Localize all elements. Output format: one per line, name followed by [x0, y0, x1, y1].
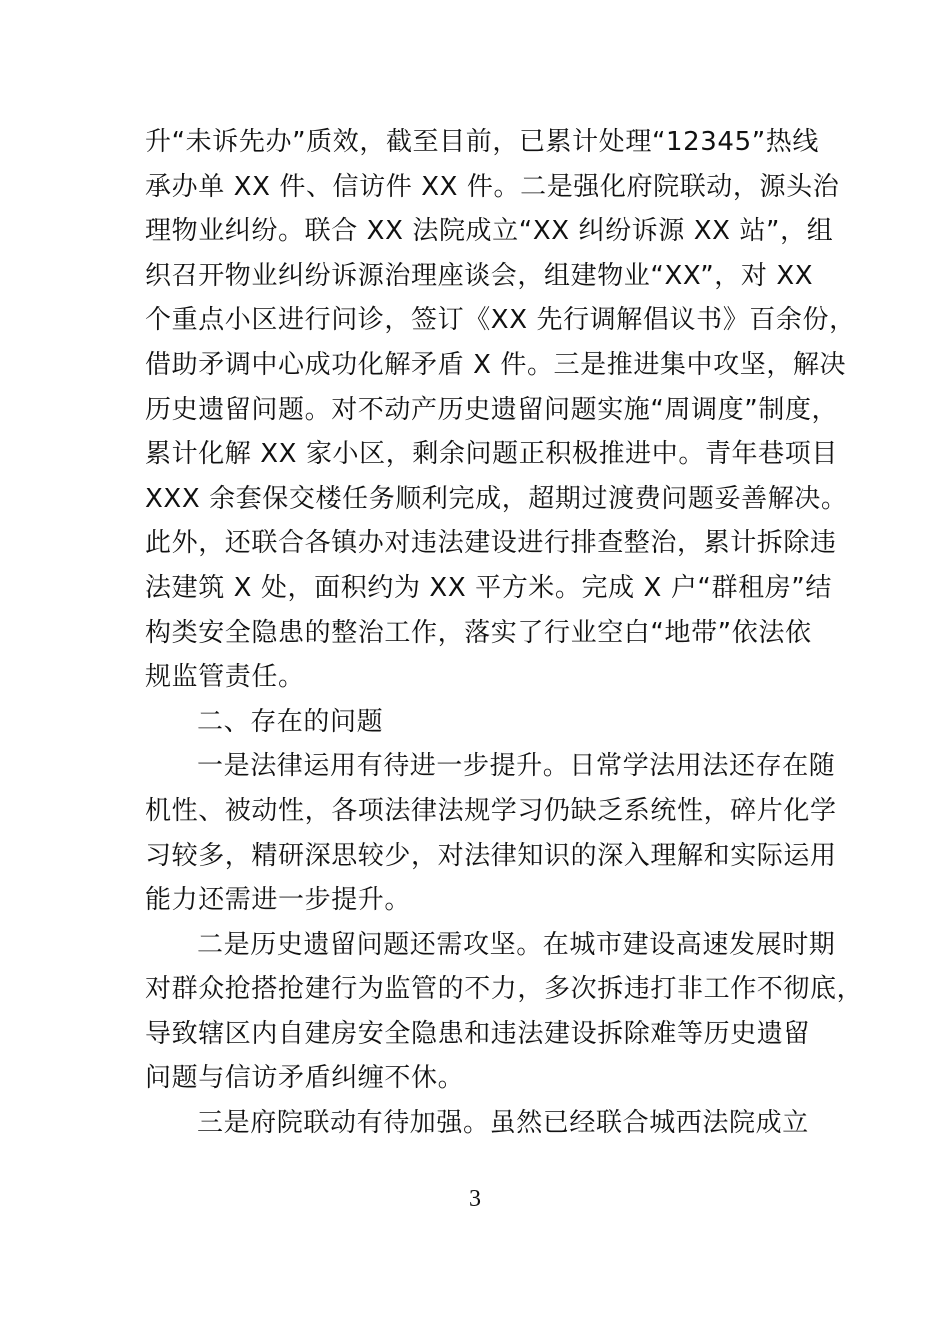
text-line: 织召开物业纠纷诉源治理座谈会，组建物业“XX”，对 XX [145, 260, 814, 291]
text-line: 对群众抢搭抢建行为监管的不力，多次拆违打非工作不彻底， [145, 974, 864, 1005]
text-line: 规监管责任。 [145, 662, 305, 693]
body-text [145, 120, 864, 1146]
text-line: 升“未诉先办”质效，截至目前，已累计处理“12345”热线 [145, 127, 819, 157]
paragraph-start-line: 二是历史遗留问题还需攻坚。在城市建设高速发展时期 [197, 929, 836, 960]
text-line: 历史遗留问题。对不动产历史遗留问题实施“周调度”制度， [145, 394, 839, 425]
text-line: 借助矛调中心成功化解矛盾 X 件。三是推进集中攻坚，解决 [145, 349, 847, 380]
text-line: 承办单 XX 件、信访件 XX 件。二是强化府院联动，源头治 [145, 171, 840, 202]
text-line: 理物业纠纷。联合 XX 法院成立“XX 纠纷诉源 XX 站”，组 [145, 216, 834, 247]
paragraph-start-line: 一是法律运用有待进一步提升。日常学法用法还存在随 [197, 751, 836, 782]
text-line: 个重点小区进行问诊，签订《XX 先行调解倡议书》百余份， [145, 305, 856, 336]
text-line: 能力还需进一步提升。 [145, 885, 412, 916]
page-number: 3 [469, 1186, 481, 1212]
section-heading: 二、存在的问题 [197, 706, 384, 737]
text-line: 此外，还联合各镇办对违法建设进行排查整治，累计拆除违 [145, 528, 837, 559]
text-line: 问题与信访矛盾纠缠不休。 [145, 1063, 465, 1094]
paragraph-start-line: 三是府院联动有待加强。虽然已经联合城西法院成立 [197, 1108, 809, 1139]
text-line: 构类安全隐患的整治工作，落实了行业空白“地带”依法依 [145, 617, 812, 648]
text-line: 习较多，精研深思较少，对法律知识的深入理解和实际运用 [145, 840, 837, 871]
text-line: 累计化解 XX 家小区，剩余问题正积极推进中。青年巷项目 [145, 439, 838, 470]
text-line: 机性、被动性，各项法律法规学习仍缺乏系统性，碎片化学 [145, 795, 837, 826]
text-line: 法建筑 X 处，面积约为 XX 平方米。完成 X 户“群租房”结 [145, 572, 832, 603]
text-line: 导致辖区内自建房安全隐患和违法建设拆除难等历史遗留 [145, 1018, 811, 1049]
text-line: XXX 余套保交楼任务顺利完成，超期过渡费问题妥善解决。 [145, 483, 848, 514]
